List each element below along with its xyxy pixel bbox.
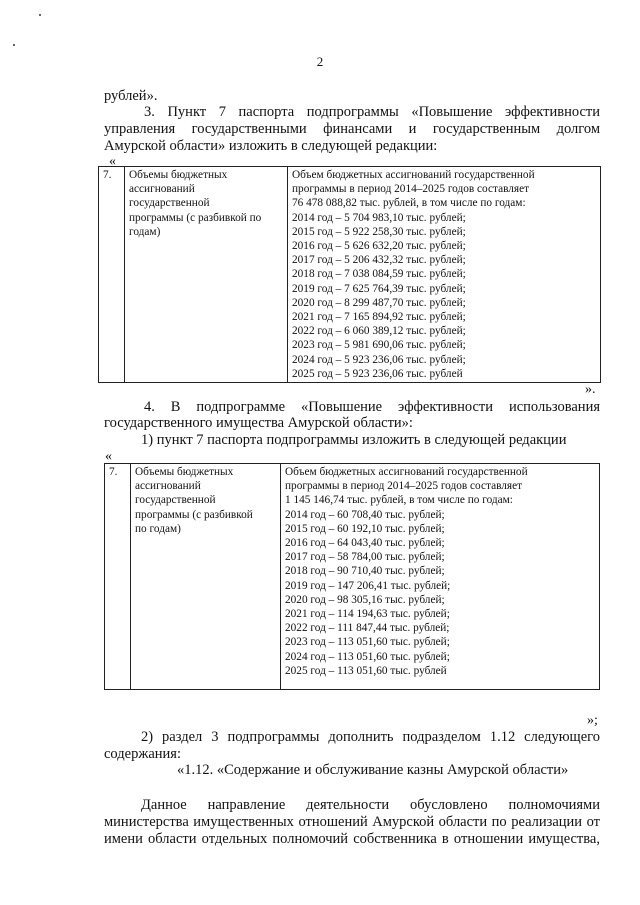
value-line: 2022 год – 6 060 389,12 тыс. рублей; [292, 325, 466, 338]
value-line: 2015 год – 60 192,10 тыс. рублей; [285, 522, 445, 535]
label-line: годам) [129, 225, 161, 238]
value-line: 76 478 088,82 тыс. рублей, в том числе по годам: [292, 197, 526, 210]
item4-label [131, 464, 281, 690]
value-line: программы в период 2014–2025 годов составляет [285, 480, 523, 493]
item3-table [98, 166, 601, 383]
item3-close-quote: ». [585, 382, 596, 397]
value-line: 2017 год – 58 784,00 тыс. рублей; [285, 551, 445, 564]
item3-label [125, 167, 288, 383]
value-line: 2024 год – 5 923 236,06 тыс. рублей; [292, 353, 466, 366]
label-line: государственной [135, 494, 216, 507]
sub2-line-2: содержания: [104, 746, 182, 762]
item4-sub1: 1) пункт 7 паспорта подпрограммы изложить в следующей редакции [141, 432, 567, 448]
label-line: государственной [129, 197, 210, 210]
value-line: 2018 год – 7 038 084,59 тыс. рублей; [292, 268, 466, 281]
final-line-2: министерства имущественных отношений Амурской области по реализации от [104, 814, 600, 830]
label-line: программы (с разбивкой [135, 508, 253, 521]
value-line: 1 145 146,74 тыс. рублей, в том числе по годам: [285, 494, 513, 507]
item4-line-1: 4. В подпрограмме «Повышение эффективности использования [144, 399, 600, 415]
item3-num: 7. [99, 167, 125, 383]
value-line: 2023 год – 5 981 690,06 тыс. рублей; [292, 339, 466, 352]
value-line: 2014 год – 5 704 983,10 тыс. рублей; [292, 211, 466, 224]
label-line: Объемы бюджетных [129, 169, 228, 181]
value-line: 2024 год – 113 051,60 тыс. рублей; [285, 650, 450, 663]
final-line-1: Данное направление деятельности обусловлено полномочиями [141, 797, 600, 813]
value-line: 2021 год – 114 194,63 тыс. рублей; [285, 608, 450, 621]
value-line: 2018 год – 90 710,40 тыс. рублей; [285, 565, 445, 578]
item4-table [104, 463, 600, 690]
item3-line-2: управления государственными финансами и государственным долгом [104, 121, 600, 137]
item3-line-3: Амурской области» изложить в следующей редакции: [104, 138, 438, 154]
value-line: 2021 год – 7 165 894,92 тыс. рублей; [292, 311, 466, 324]
table-row [105, 464, 600, 690]
item4-close-quote: »; [587, 713, 598, 728]
value-line: 2025 год – 5 923 236,06 тыс. рублей [292, 367, 463, 380]
scan-speck [39, 14, 41, 16]
label-line: по годам) [135, 522, 181, 535]
label-line: ассигнований [129, 183, 195, 196]
value-line: Объем бюджетных ассигнований государственной [285, 466, 528, 478]
item4-num: 7. [105, 464, 131, 690]
intro-line: рублей». [104, 88, 158, 104]
label-line: ассигнований [135, 480, 201, 493]
item3-open-quote: « [109, 154, 116, 169]
table-row [99, 167, 601, 383]
item4-line-2: государственного имущества Амурской области»: [104, 415, 413, 431]
label-line: программы (с разбивкой по [129, 211, 262, 224]
item3-line-1: 3. Пункт 7 паспорта подпрограммы «Повышение эффективности [144, 104, 600, 120]
value-line: 2020 год – 98 305,16 тыс. рублей; [285, 593, 445, 606]
value-line: 2014 год – 60 708,40 тыс. рублей; [285, 508, 445, 521]
value-line: 2019 год – 147 206,41 тыс. рублей; [285, 579, 451, 592]
final-line-3: имени области отдельных полномочий собственника в отношении имущества, [104, 831, 600, 847]
value-line: 2015 год – 5 922 258,30 тыс. рублей; [292, 225, 466, 238]
item3-value [288, 167, 601, 383]
value-line: 2016 год – 5 626 632,20 тыс. рублей; [292, 240, 466, 253]
value-line: Объем бюджетных ассигнований государственной [292, 169, 535, 181]
item4-value [281, 464, 600, 690]
value-line: программы в период 2014–2025 годов составляет [292, 183, 530, 196]
value-line: 2020 год – 8 299 487,70 тыс. рублей; [292, 296, 466, 309]
scan-speck [13, 44, 15, 46]
value-line: 2023 год – 113 051,60 тыс. рублей; [285, 636, 450, 649]
sub2-line-1: 2) раздел 3 подпрограммы дополнить подразделом 1.12 следующего [141, 729, 600, 745]
sub2-heading: «1.12. «Содержание и обслуживание казны Амурской области» [177, 762, 569, 778]
value-line: 2019 год – 7 625 764,39 тыс. рублей; [292, 282, 466, 295]
item4-open-quote: « [105, 449, 112, 464]
value-line: 2025 год – 113 051,60 тыс. рублей [285, 664, 447, 677]
value-line: 2022 год – 111 847,44 тыс. рублей; [285, 622, 450, 635]
page-number: 2 [316, 54, 324, 69]
value-line: 2016 год – 64 043,40 тыс. рублей; [285, 537, 445, 550]
label-line: Объемы бюджетных [135, 466, 234, 478]
value-line: 2017 год – 5 206 432,32 тыс. рублей; [292, 254, 466, 267]
